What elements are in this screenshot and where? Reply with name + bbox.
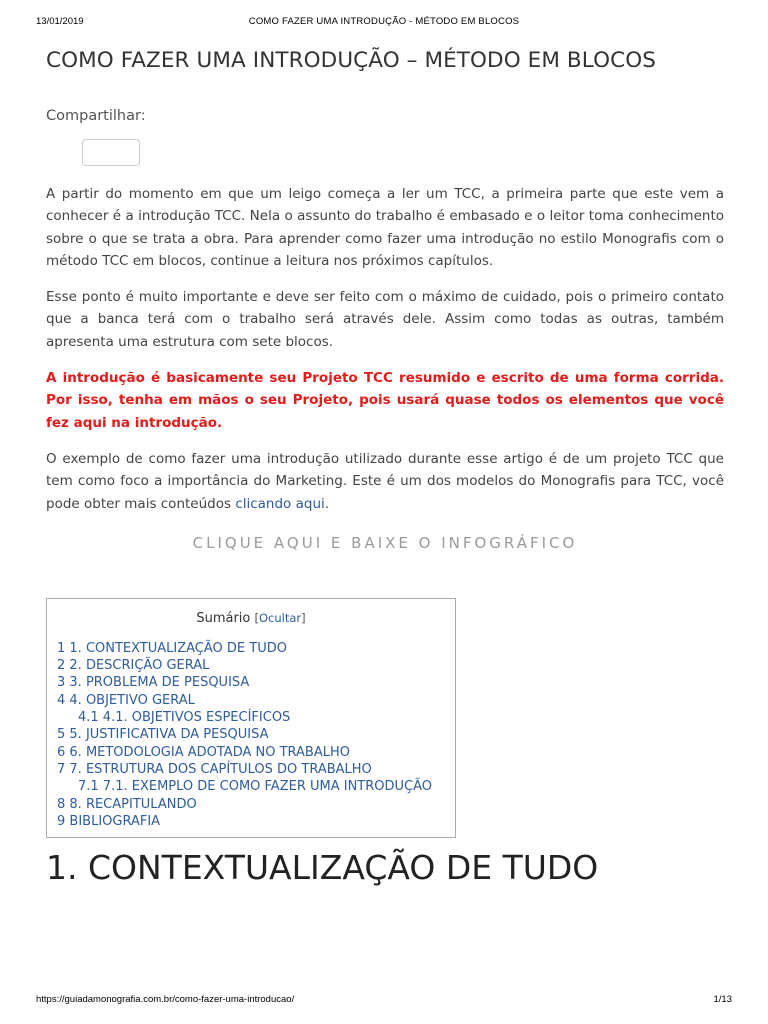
toc-item[interactable]: 4 4. OBJETIVO GERAL bbox=[57, 692, 195, 708]
toc-item[interactable]: 7 7. ESTRUTURA DOS CAPÍTULOS DO TRABALHO bbox=[57, 761, 372, 777]
example-text: O exemplo de como fazer uma introdução utilizado durante esse artigo é de um projeto TCC que tem como foco a importância do Marketing. Este é um dos modelos do Monografis para TCC, você pode obter mais conteúdos bbox=[46, 450, 724, 512]
toc-item[interactable]: 3 3. PROBLEMA DE PESQUISA bbox=[57, 675, 250, 691]
toc-item[interactable]: 1 1. CONTEXTUALIZAÇÃO DE TUDO bbox=[57, 640, 287, 656]
table-of-contents bbox=[46, 598, 456, 838]
share-label: Compartilhar: bbox=[46, 108, 146, 124]
toc-title: Sumário bbox=[196, 610, 251, 626]
print-date: 13/01/2019 bbox=[36, 16, 84, 27]
section-heading: 1. CONTEXTUALIZAÇÃO DE TUDO bbox=[46, 848, 599, 888]
toc-item[interactable]: 6 6. METODOLOGIA ADOTADA NO TRABALHO bbox=[57, 744, 350, 760]
print-header bbox=[0, 16, 768, 30]
intro-paragraph: A partir do momento em que um leigo começa a ler um TCC, a primeira parte que este vem a conhecer é a introdução TCC. Nela o assunto do trabalho é embasado e o leitor toma conhecimento sobre o que se trata a obra. Para aprender como fazer uma introdução no estilo Monografis com o método TCC em blocos, continue a leitura nos próximos capítulos. bbox=[46, 186, 724, 269]
print-url: https://guiadamonografia.com.br/como-fazer-uma-introducao/ bbox=[36, 994, 295, 1005]
print-footer bbox=[0, 994, 768, 1008]
article-title: COMO FAZER UMA INTRODUÇÃO – MÉTODO EM BLOCOS bbox=[46, 48, 656, 73]
toc-toggle-label[interactable]: Ocultar bbox=[259, 610, 302, 625]
importance-paragraph: Esse ponto é muito importante e deve ser feito com o máximo de cuidado, pois o primeiro contato que a banca terá com o trabalho será através dele. Assim como todas as outras, também apresenta uma estrutura com sete blocos. bbox=[46, 289, 724, 350]
print-page-title: COMO FAZER UMA INTRODUÇÃO - MÉTODO EM BLOCOS bbox=[248, 16, 520, 27]
toc-toggle-close: ] bbox=[301, 610, 306, 625]
toc-header bbox=[57, 609, 445, 628]
share-button[interactable] bbox=[82, 139, 140, 166]
toc-toggle-open: [ bbox=[254, 610, 259, 625]
example-end: . bbox=[324, 495, 330, 512]
infographic-download-link[interactable]: CLIQUE AQUI E BAIXE O INFOGRÁFICO bbox=[192, 533, 578, 552]
toc-item[interactable]: 8 8. RECAPITULANDO bbox=[57, 796, 197, 812]
print-page-number: 1/13 bbox=[713, 994, 732, 1005]
toc-subitem[interactable]: 7.1 7.1. EXEMPLO DE COMO FAZER UMA INTRODUÇÃO bbox=[78, 779, 433, 795]
highlight-paragraph: A introdução é basicamente seu Projeto TCC resumido e escrito de uma forma corrida. Por isso, tenha em mãos o seu Projeto, pois usará quase todos os elementos que você fez aqui na introdução. bbox=[46, 370, 724, 431]
toc-list bbox=[57, 640, 445, 830]
toc-item[interactable]: 2 2. DESCRIÇÃO GERAL bbox=[57, 658, 210, 674]
example-paragraph bbox=[46, 448, 724, 515]
clicando-aqui-link[interactable]: clicando aqui bbox=[235, 495, 325, 512]
toc-item[interactable]: 5 5. JUSTIFICATIVA DA PESQUISA bbox=[57, 727, 269, 743]
article bbox=[46, 46, 724, 890]
toc-toggle[interactable] bbox=[255, 611, 306, 625]
toc-subitem[interactable]: 4.1 4.1. OBJETIVOS ESPECÍFICOS bbox=[78, 710, 291, 726]
toc-item[interactable]: 9 BIBLIOGRAFIA bbox=[57, 813, 161, 829]
